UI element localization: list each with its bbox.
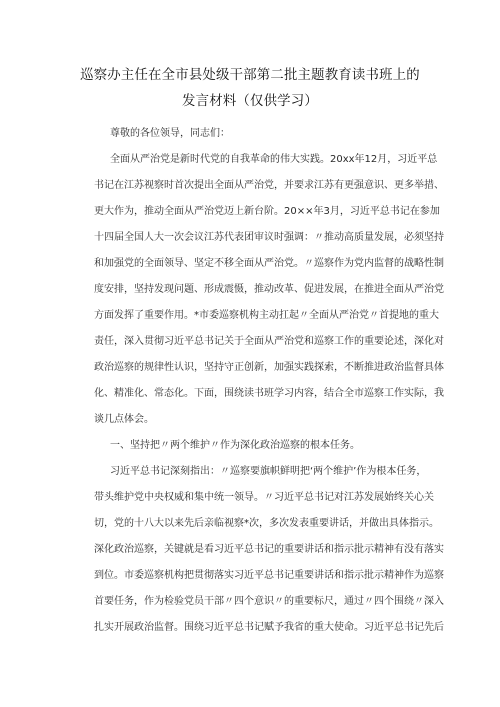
paragraph-line: 度安排，坚持发现问题、形成震慑，推动改革、促进发展，在推进全面从严治党: [94, 284, 444, 295]
document-title-line-2: 发言材料（仅供学习）: [182, 94, 318, 109]
section-heading: 一、坚持把〃两个维护〃作为深化政治巡察的根本任务。: [110, 440, 360, 451]
paragraph-line: 更大作为，推动全面从严治党迈上新台阶。20××年3月，习近平总书记在参加: [94, 206, 440, 217]
paragraph-line: 到位。市委巡察机构把贯彻落实习近平总书记重要讲话和指示批示精神作为巡察: [94, 570, 444, 581]
document-title-line-1: 巡察办主任在全市县处级干部第二批主题教育读书班上的: [80, 68, 420, 83]
paragraph-line: 方面发挥了重要作用。*市委巡察机构主动扛起〃全面从严治党〃首提地的重大: [94, 310, 439, 321]
paragraph-line: 切，党的十八大以来先后亲临视察*次，多次发表重要讲话，并做出具体指示。: [94, 518, 439, 529]
paragraph-line: 和加强党的全面领导、坚定不移全面从严治党。〃巡察作为党内监督的战略性制: [94, 258, 444, 269]
paragraph-line: 责任，深入贯彻习近平总书记关于全面从严治党和巡察工作的重要论述，深化对: [94, 336, 444, 347]
paragraph-line: 全面从严治党是新时代党的自我革命的伟大实践。20xx年12月，习近平总: [110, 154, 438, 165]
paragraph-line: 习近平总书记深刻指出：〃巡察要旗帜鲜明把‘两个维护’作为根本任务，: [110, 466, 427, 477]
paragraph-line: 书记在江苏视察时首次提出全面从严治党，并要求江苏有更强意识、更多举措、: [94, 180, 444, 191]
salutation: 尊敬的各位领导，同志们：: [110, 128, 230, 139]
paragraph-line: 带头维护党中央权威和集中统一领导。〃习近平总书记对江苏发展始终关心关: [94, 492, 434, 503]
paragraph-line: 扎实开展政治监督。围绕习近平总书记赋予我省的重大使命。习近平总书记先后: [94, 622, 444, 633]
paragraph-line: 化、精准化、常态化。下面，围绕读书班学习内容，结合全市巡察工作实际，我: [94, 388, 444, 399]
paragraph-line: 首要任务，作为检验党员干部〃四个意识〃的重要标尺，通过〃四个围绕〃深入: [94, 596, 444, 607]
paragraph-line: 政治巡察的规律性认识，坚持守正创新，加强实践探索，不断推进政治监督具体: [94, 362, 444, 373]
paragraph-line: 十四届全国人大一次会议江苏代表团审议时强调：〃推动高质量发展，必须坚持: [94, 232, 444, 243]
paragraph-line: 深化政治巡察，关键就是看习近平总书记的重要讲话和指示批示精神有没有落实: [94, 544, 444, 555]
paragraph-line: 谈几点体会。: [94, 414, 154, 425]
